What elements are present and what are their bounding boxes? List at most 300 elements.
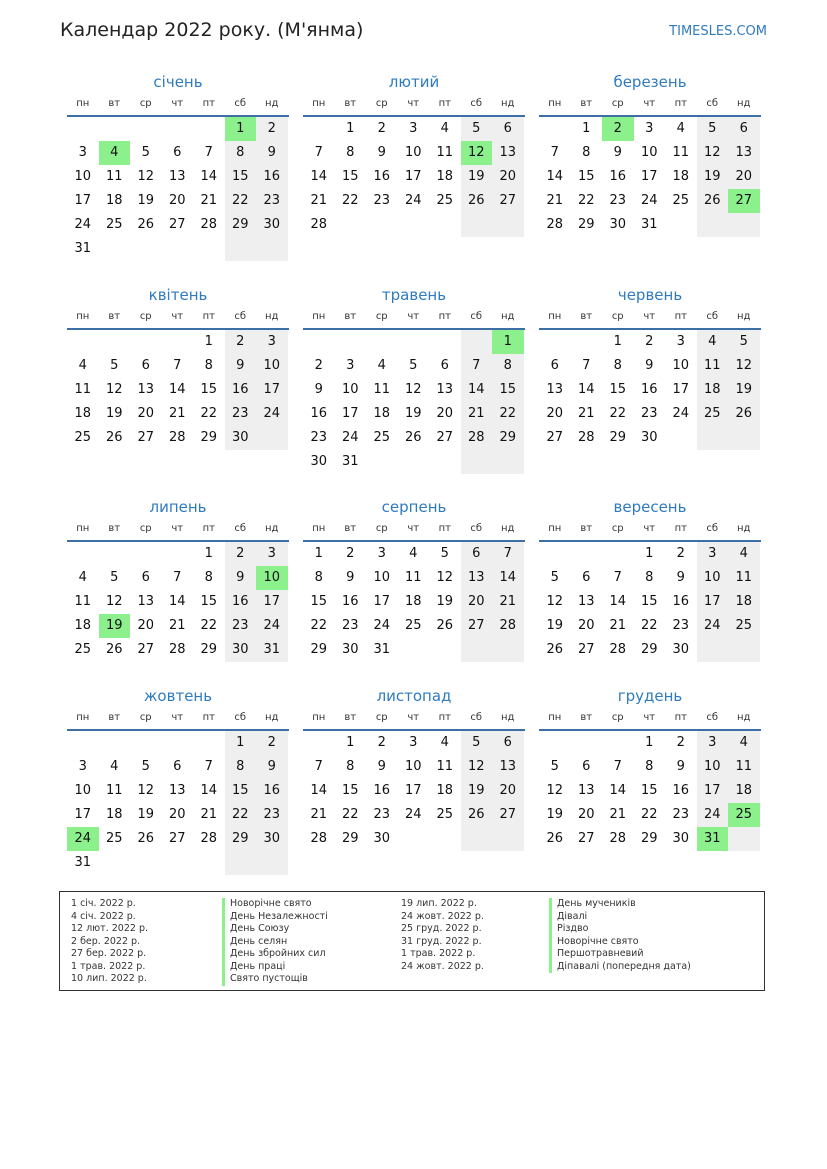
day-grid <box>67 117 289 261</box>
day-cell: 18 <box>672 169 690 184</box>
weekday-label: вт <box>108 712 121 723</box>
day-cell: 5 <box>697 117 729 141</box>
holiday-day-cell: 2 <box>602 117 634 141</box>
day-cell: 28 <box>310 831 328 846</box>
day-cell: 26 <box>546 831 564 846</box>
day-cell: 8 <box>645 759 654 774</box>
weekend-cell <box>492 827 524 851</box>
legend-holiday-name: Новорічне свято <box>549 936 691 949</box>
day-cell: 29 <box>640 642 658 657</box>
day-cell: 13 <box>137 594 155 609</box>
legend-date: 10 лип. 2022 р. <box>71 973 147 984</box>
day-cell: 26 <box>105 430 123 445</box>
day-cell: 7 <box>314 759 323 774</box>
day-cell: 18 <box>728 779 760 803</box>
day-cell: 12 <box>546 594 564 609</box>
weekday-label: ср <box>139 98 152 109</box>
legend-holiday-name: День Союзу <box>222 923 328 936</box>
day-cell: 8 <box>582 145 591 160</box>
day-cell: 6 <box>440 358 449 373</box>
day-cell: 14 <box>200 783 218 798</box>
month-block <box>67 72 289 261</box>
day-cell: 11 <box>436 759 454 774</box>
weekday-label: пт <box>674 523 687 534</box>
month-block <box>67 285 289 450</box>
weekday-label: чт <box>171 311 184 322</box>
day-cell: 6 <box>141 570 150 585</box>
day-grid <box>539 542 761 662</box>
day-cell: 13 <box>461 566 493 590</box>
day-cell: 6 <box>173 145 182 160</box>
weekday-label: пт <box>438 523 451 534</box>
site-link[interactable]: TIMESLES.COM <box>669 24 767 39</box>
weekday-label: сб <box>470 523 483 534</box>
day-cell: 7 <box>173 570 182 585</box>
day-cell: 10 <box>404 145 422 160</box>
month-block <box>303 497 525 662</box>
day-cell: 20 <box>461 590 493 614</box>
month-name: серпень <box>381 498 447 516</box>
day-cell: 17 <box>640 169 658 184</box>
day-cell: 19 <box>404 406 422 421</box>
legend-date: 27 бер. 2022 р. <box>71 948 147 959</box>
day-cell: 4 <box>409 546 418 561</box>
day-cell: 3 <box>78 145 87 160</box>
weekday-label: ср <box>139 712 152 723</box>
day-grid <box>303 542 525 662</box>
month-name: червень <box>617 286 683 304</box>
day-cell: 21 <box>168 618 186 633</box>
day-cell: 11 <box>728 755 760 779</box>
day-cell: 7 <box>314 145 323 160</box>
day-cell: 28 <box>168 642 186 657</box>
day-cell: 9 <box>346 570 355 585</box>
day-cell: 15 <box>310 594 328 609</box>
day-cell: 8 <box>346 145 355 160</box>
day-cell: 3 <box>377 546 386 561</box>
day-grid <box>539 117 761 237</box>
day-cell: 12 <box>105 594 123 609</box>
day-cell: 2 <box>676 735 685 750</box>
holiday-day-cell: 10 <box>256 566 288 590</box>
day-cell: 26 <box>105 642 123 657</box>
day-cell: 30 <box>310 454 328 469</box>
weekend-cell <box>461 330 493 354</box>
day-cell: 15 <box>577 169 595 184</box>
day-cell: 13 <box>168 783 186 798</box>
weekday-label: сб <box>234 311 247 322</box>
day-cell: 7 <box>492 542 524 566</box>
weekday-label: чт <box>407 712 420 723</box>
day-cell: 24 <box>640 193 658 208</box>
day-cell: 12 <box>137 783 155 798</box>
month-block <box>303 72 525 237</box>
weekend-cell <box>461 450 493 474</box>
day-cell: 17 <box>373 594 391 609</box>
day-cell: 1 <box>314 546 323 561</box>
day-cell: 7 <box>204 759 213 774</box>
month-name: листопад <box>376 687 452 705</box>
page-title: Календар 2022 року. (М'янма) <box>60 19 364 41</box>
legend-date: 24 жовт. 2022 р. <box>401 910 484 922</box>
day-grid <box>303 330 525 474</box>
day-cell: 24 <box>256 614 288 638</box>
day-cell: 21 <box>461 402 493 426</box>
day-cell: 28 <box>546 217 564 232</box>
day-cell: 23 <box>341 618 359 633</box>
day-cell: 11 <box>74 382 92 397</box>
day-cell: 15 <box>492 378 524 402</box>
day-cell: 3 <box>697 731 729 755</box>
weekday-label: ср <box>375 311 388 322</box>
day-cell: 14 <box>577 382 595 397</box>
day-cell: 28 <box>577 430 595 445</box>
day-cell: 23 <box>640 406 658 421</box>
weekday-label: сб <box>706 311 719 322</box>
weekday-label: сб <box>470 98 483 109</box>
weekend-cell <box>492 213 524 237</box>
day-cell: 16 <box>225 378 257 402</box>
legend-right-dates <box>401 898 484 973</box>
weekday-label: нд <box>737 712 751 723</box>
legend-holiday-name: День селян <box>222 936 328 949</box>
day-cell: 23 <box>256 189 288 213</box>
weekday-label: вт <box>344 311 357 322</box>
day-cell: 20 <box>492 165 524 189</box>
day-cell: 14 <box>461 378 493 402</box>
day-cell: 4 <box>440 735 449 750</box>
day-cell: 6 <box>550 358 559 373</box>
day-cell: 17 <box>74 193 92 208</box>
holiday-day-cell: 1 <box>492 330 524 354</box>
day-cell: 20 <box>546 406 564 421</box>
day-cell: 10 <box>341 382 359 397</box>
day-cell: 6 <box>582 759 591 774</box>
day-cell: 6 <box>492 117 524 141</box>
day-cell: 27 <box>436 430 454 445</box>
weekday-label: сб <box>706 712 719 723</box>
weekday-label: нд <box>501 98 515 109</box>
month-name: жовтень <box>143 687 213 705</box>
weekend-cell <box>728 638 760 662</box>
day-cell: 28 <box>310 217 328 232</box>
day-cell: 10 <box>256 354 288 378</box>
holiday-day-cell: 24 <box>67 827 99 851</box>
day-cell: 24 <box>256 402 288 426</box>
day-cell: 2 <box>377 121 386 136</box>
day-cell: 11 <box>74 594 92 609</box>
day-cell: 27 <box>546 430 564 445</box>
weekday-label: нд <box>501 712 515 723</box>
day-cell: 3 <box>78 759 87 774</box>
weekday-label: чт <box>407 523 420 534</box>
day-cell: 4 <box>728 731 760 755</box>
day-cell: 7 <box>613 570 622 585</box>
day-cell: 29 <box>492 426 524 450</box>
day-cell: 9 <box>256 755 288 779</box>
day-cell: 9 <box>225 354 257 378</box>
weekday-header <box>67 711 289 725</box>
day-cell: 21 <box>609 807 627 822</box>
day-cell: 2 <box>225 542 257 566</box>
day-cell: 28 <box>461 426 493 450</box>
day-cell: 4 <box>440 121 449 136</box>
weekday-label: пт <box>674 311 687 322</box>
day-cell: 19 <box>697 165 729 189</box>
day-cell: 5 <box>141 759 150 774</box>
weekday-label: пн <box>548 98 562 109</box>
weekend-cell <box>225 851 257 875</box>
weekday-label: вт <box>344 712 357 723</box>
day-cell: 10 <box>697 566 729 590</box>
day-cell: 19 <box>461 779 493 803</box>
day-cell: 23 <box>672 807 690 822</box>
day-cell: 12 <box>404 382 422 397</box>
weekday-label: нд <box>265 98 279 109</box>
legend-left-dates <box>71 898 148 986</box>
day-cell: 30 <box>373 831 391 846</box>
weekday-label: пн <box>312 712 326 723</box>
day-cell: 18 <box>436 783 454 798</box>
day-cell: 27 <box>168 217 186 232</box>
day-cell: 15 <box>640 594 658 609</box>
weekday-label: вт <box>580 523 593 534</box>
month-block <box>539 686 761 851</box>
day-cell: 4 <box>728 542 760 566</box>
holiday-day-cell: 1 <box>225 117 257 141</box>
month-block <box>303 285 525 474</box>
day-cell: 11 <box>404 570 422 585</box>
day-cell: 30 <box>225 638 257 662</box>
weekday-label: чт <box>643 523 656 534</box>
day-cell: 22 <box>225 189 257 213</box>
day-cell: 31 <box>256 638 288 662</box>
month-name: січень <box>153 73 203 91</box>
weekday-label: вт <box>108 98 121 109</box>
day-cell: 5 <box>110 570 119 585</box>
day-cell: 17 <box>697 590 729 614</box>
weekday-label: пт <box>438 98 451 109</box>
legend-date: 2 бер. 2022 р. <box>71 935 141 947</box>
day-cell: 9 <box>377 759 386 774</box>
day-cell: 20 <box>168 807 186 822</box>
day-cell: 29 <box>225 827 257 851</box>
day-cell: 14 <box>310 169 328 184</box>
weekday-label: вт <box>580 712 593 723</box>
weekday-label: чт <box>643 712 656 723</box>
day-cell: 14 <box>200 169 218 184</box>
day-cell: 22 <box>341 807 359 822</box>
month-block <box>303 686 525 851</box>
day-cell: 7 <box>582 358 591 373</box>
month-block <box>539 72 761 237</box>
day-cell: 10 <box>74 169 92 184</box>
day-cell: 12 <box>137 169 155 184</box>
day-cell: 28 <box>200 217 218 232</box>
month-block <box>539 497 761 662</box>
weekday-header <box>303 522 525 536</box>
day-cell: 22 <box>200 618 218 633</box>
day-cell: 15 <box>609 382 627 397</box>
day-cell: 20 <box>137 406 155 421</box>
day-cell: 3 <box>645 121 654 136</box>
weekday-label: вт <box>344 98 357 109</box>
day-cell: 5 <box>461 731 493 755</box>
day-cell: 2 <box>676 546 685 561</box>
day-cell: 5 <box>409 358 418 373</box>
day-cell: 3 <box>256 542 288 566</box>
day-cell: 10 <box>373 570 391 585</box>
day-cell: 9 <box>256 141 288 165</box>
weekend-cell <box>728 827 760 851</box>
weekday-label: сб <box>470 311 483 322</box>
day-cell: 27 <box>577 642 595 657</box>
day-cell: 25 <box>74 430 92 445</box>
day-cell: 8 <box>492 354 524 378</box>
day-cell: 10 <box>640 145 658 160</box>
day-cell: 26 <box>137 831 155 846</box>
day-cell: 14 <box>310 783 328 798</box>
day-cell: 16 <box>640 382 658 397</box>
weekend-cell <box>461 213 493 237</box>
day-cell: 11 <box>105 169 123 184</box>
day-cell: 1 <box>204 546 213 561</box>
day-cell: 17 <box>256 378 288 402</box>
day-cell: 9 <box>645 358 654 373</box>
weekday-label: сб <box>234 712 247 723</box>
weekend-cell <box>256 237 288 261</box>
day-cell: 8 <box>346 759 355 774</box>
weekday-label: нд <box>501 523 515 534</box>
day-cell: 2 <box>377 735 386 750</box>
weekday-header <box>539 711 761 725</box>
day-cell: 28 <box>609 642 627 657</box>
day-cell: 14 <box>168 382 186 397</box>
weekday-label: пт <box>202 712 215 723</box>
day-cell: 20 <box>577 618 595 633</box>
weekday-header <box>539 310 761 324</box>
day-cell: 1 <box>225 731 257 755</box>
day-cell: 4 <box>676 121 685 136</box>
legend-holiday-name: Різдво <box>549 923 691 936</box>
weekday-label: пт <box>438 712 451 723</box>
day-cell: 23 <box>225 402 257 426</box>
day-cell: 19 <box>105 406 123 421</box>
day-cell: 26 <box>137 217 155 232</box>
day-cell: 7 <box>204 145 213 160</box>
weekday-label: пт <box>202 523 215 534</box>
weekday-label: сб <box>470 712 483 723</box>
day-cell: 11 <box>373 382 391 397</box>
day-cell: 29 <box>609 430 627 445</box>
weekday-label: чт <box>643 98 656 109</box>
weekday-label: ср <box>375 523 388 534</box>
weekday-label: вт <box>108 523 121 534</box>
day-cell: 14 <box>609 783 627 798</box>
day-cell: 29 <box>200 430 218 445</box>
weekday-label: нд <box>265 311 279 322</box>
day-cell: 21 <box>577 406 595 421</box>
month-block <box>67 497 289 662</box>
day-cell: 4 <box>78 358 87 373</box>
month-name: травень <box>381 286 447 304</box>
day-cell: 27 <box>492 189 524 213</box>
day-cell: 17 <box>341 406 359 421</box>
weekday-label: нд <box>737 523 751 534</box>
day-cell: 17 <box>74 807 92 822</box>
day-cell: 29 <box>200 642 218 657</box>
legend-holiday-name: Діпавалі (попередня дата) <box>549 961 691 974</box>
day-cell: 25 <box>105 217 123 232</box>
day-cell: 12 <box>436 570 454 585</box>
day-cell: 4 <box>377 358 386 373</box>
weekend-cell <box>697 426 729 450</box>
day-cell: 23 <box>310 430 328 445</box>
weekday-label: пн <box>76 311 90 322</box>
day-cell: 4 <box>78 570 87 585</box>
month-name: лютий <box>388 73 440 91</box>
day-cell: 11 <box>697 354 729 378</box>
day-cell: 19 <box>461 165 493 189</box>
weekday-label: пн <box>76 98 90 109</box>
weekend-cell <box>461 638 493 662</box>
day-cell: 11 <box>672 145 690 160</box>
day-cell: 7 <box>461 354 493 378</box>
day-cell: 2 <box>346 546 355 561</box>
day-cell: 13 <box>492 755 524 779</box>
day-cell: 6 <box>582 570 591 585</box>
day-cell: 27 <box>461 614 493 638</box>
day-cell: 30 <box>256 827 288 851</box>
weekday-label: вт <box>108 311 121 322</box>
day-cell: 30 <box>672 642 690 657</box>
day-cell: 8 <box>613 358 622 373</box>
day-cell: 23 <box>373 193 391 208</box>
day-cell: 14 <box>168 594 186 609</box>
day-cell: 13 <box>728 141 760 165</box>
day-cell: 13 <box>168 169 186 184</box>
day-cell: 31 <box>74 241 92 256</box>
day-grid <box>67 542 289 662</box>
day-cell: 1 <box>645 546 654 561</box>
weekday-label: вт <box>580 98 593 109</box>
day-cell: 9 <box>676 570 685 585</box>
day-cell: 1 <box>346 735 355 750</box>
holiday-day-cell: 27 <box>728 189 760 213</box>
day-cell: 24 <box>74 217 92 232</box>
day-cell: 9 <box>377 145 386 160</box>
day-cell: 18 <box>74 618 92 633</box>
day-cell: 22 <box>640 618 658 633</box>
month-block <box>539 285 761 450</box>
day-cell: 19 <box>137 807 155 822</box>
day-cell: 22 <box>609 406 627 421</box>
day-cell: 10 <box>672 358 690 373</box>
weekday-label: нд <box>265 523 279 534</box>
day-cell: 15 <box>200 594 218 609</box>
day-cell: 24 <box>404 807 422 822</box>
day-cell: 5 <box>110 358 119 373</box>
day-cell: 23 <box>373 807 391 822</box>
day-cell: 24 <box>697 614 729 638</box>
legend-holiday-name: День збройних сил <box>222 948 328 961</box>
day-cell: 8 <box>645 570 654 585</box>
day-cell: 30 <box>672 831 690 846</box>
weekday-label: ср <box>139 523 152 534</box>
day-cell: 21 <box>310 193 328 208</box>
day-cell: 23 <box>225 614 257 638</box>
day-cell: 25 <box>105 831 123 846</box>
